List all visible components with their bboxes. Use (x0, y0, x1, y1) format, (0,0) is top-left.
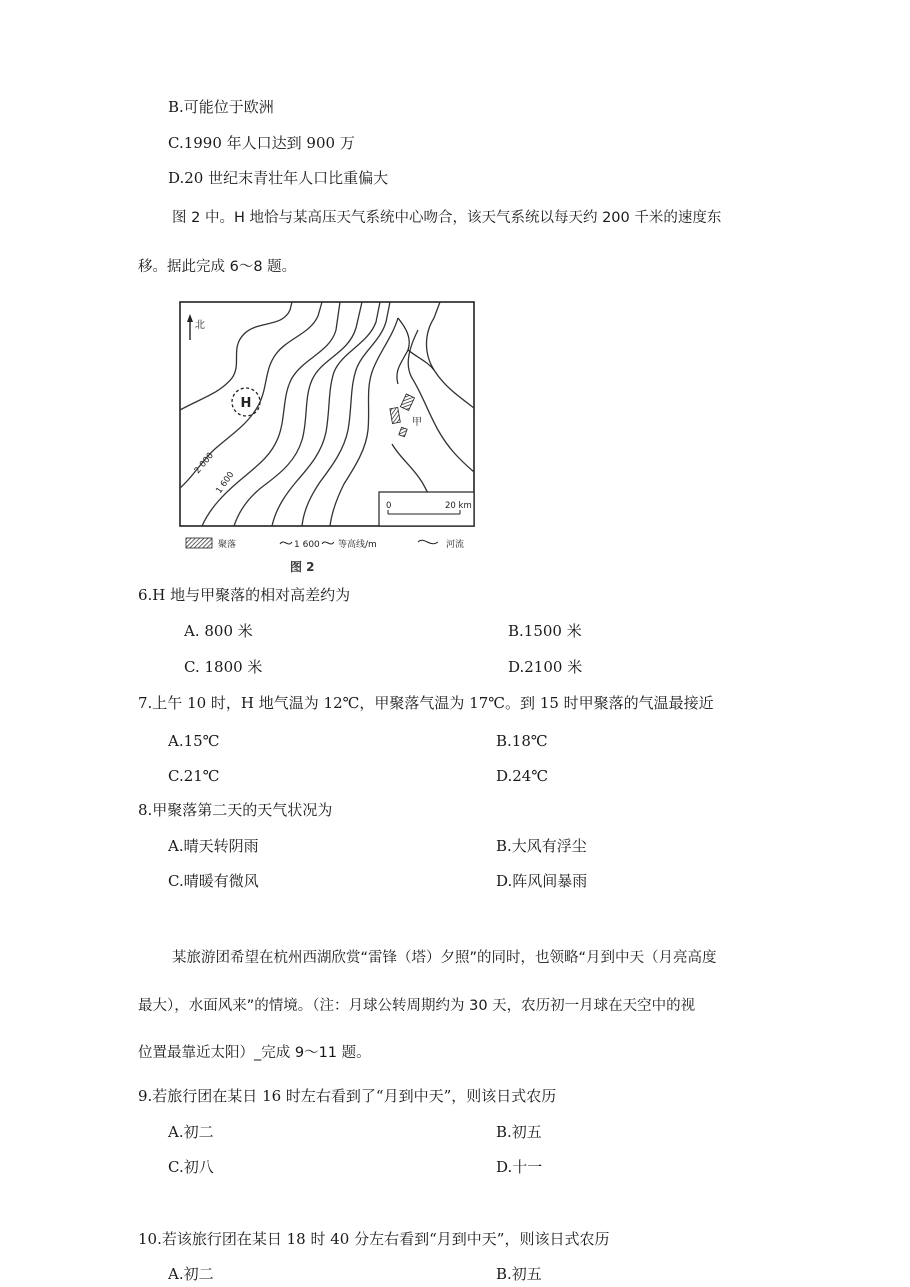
legend-settlement-swatch (186, 538, 212, 548)
q5-option-b: B.可能位于欧洲 (168, 98, 274, 116)
q5-option-d: D.20 世纪末青壮年人口比重偏大 (168, 169, 389, 187)
q7-stem: 7.上午 10 时，H 地气温为 12℃，甲聚落气温为 17℃。到 15 时甲聚落的气温最接近 (138, 694, 714, 712)
q10-option-b: B.初五 (496, 1265, 542, 1283)
q6-option-d: D.2100 米 (508, 658, 583, 676)
intro-9-11-line2: 最大），水面风来”的情境。（注：月球公转周期约为 30 天，农历初一月球在天空中的视 (138, 998, 696, 1014)
q9-option-c: C.初八 (168, 1158, 214, 1176)
intro-9-11-line3: 位置最靠近太阳）_完成 9～11 题。 (138, 1045, 371, 1061)
q7-option-c: C.21℃ (168, 767, 220, 785)
q9-option-a: A.初二 (168, 1123, 214, 1141)
q9-option-d: D.十一 (496, 1158, 543, 1176)
intro-9-11-line1: 某旅游团希望在杭州西湖欣赏“雷锋（塔）夕照”的同时，也领略“月到中天（月亮高度 (172, 950, 717, 966)
high-pressure-label: H (240, 396, 252, 411)
settlement-label: 甲 (412, 417, 422, 428)
q8-stem: 8.甲聚落第二天的天气状况为 (138, 801, 333, 819)
legend-contour-label: 等高线/m (338, 540, 377, 550)
intro-6-8-line1: 图 2 中。H 地恰与某高压天气系统中心吻合，该天气系统以每天约 200 千米的速度东 (172, 210, 722, 226)
scale-end: 20 km (445, 501, 472, 511)
q8-option-d: D.阵风间暴雨 (496, 872, 588, 890)
contour-map-svg (172, 298, 482, 572)
scale-start: 0 (386, 501, 392, 511)
q8-option-c: C.晴暖有微风 (168, 872, 259, 890)
q9-option-b: B.初五 (496, 1123, 542, 1141)
q10-option-a: A.初二 (168, 1265, 214, 1283)
q7-option-a: A.15℃ (168, 732, 220, 750)
q5-option-c: C.1990 年人口达到 900 万 (168, 134, 355, 152)
contour-map-figure (172, 298, 482, 572)
contour-label-1600: 1 600 (214, 470, 237, 496)
q6-option-c: C. 1800 米 (184, 658, 263, 676)
q10-stem: 10.若该旅行团在某日 18 时 40 分左右看到“月到中天”，则该日式农历 (138, 1230, 610, 1248)
north-label: 北 (195, 320, 205, 331)
intro-6-8-line2: 移。据此完成 6～8 题。 (138, 259, 297, 275)
q7-option-b: B.18℃ (496, 732, 548, 750)
q9-stem: 9.若旅行团在某日 16 时左右看到了“月到中天”，则该日式农历 (138, 1087, 557, 1105)
q6-option-b: B.1500 米 (508, 622, 582, 640)
q8-option-a: A.晴天转阴雨 (168, 837, 259, 855)
legend-contour-value: 1 600 (294, 540, 320, 550)
q8-option-b: B.大风有浮尘 (496, 837, 587, 855)
q6-option-a: A. 800 米 (184, 622, 253, 640)
contour-label-2000: 2 000 (192, 450, 216, 476)
legend-settlement-label: 聚落 (218, 540, 237, 550)
q7-option-d: D.24℃ (496, 767, 549, 785)
legend-river-label: 河流 (446, 540, 465, 550)
figure-caption: 图 2 (290, 560, 315, 574)
q6-stem: 6.H 地与甲聚落的相对高差约为 (138, 586, 351, 604)
